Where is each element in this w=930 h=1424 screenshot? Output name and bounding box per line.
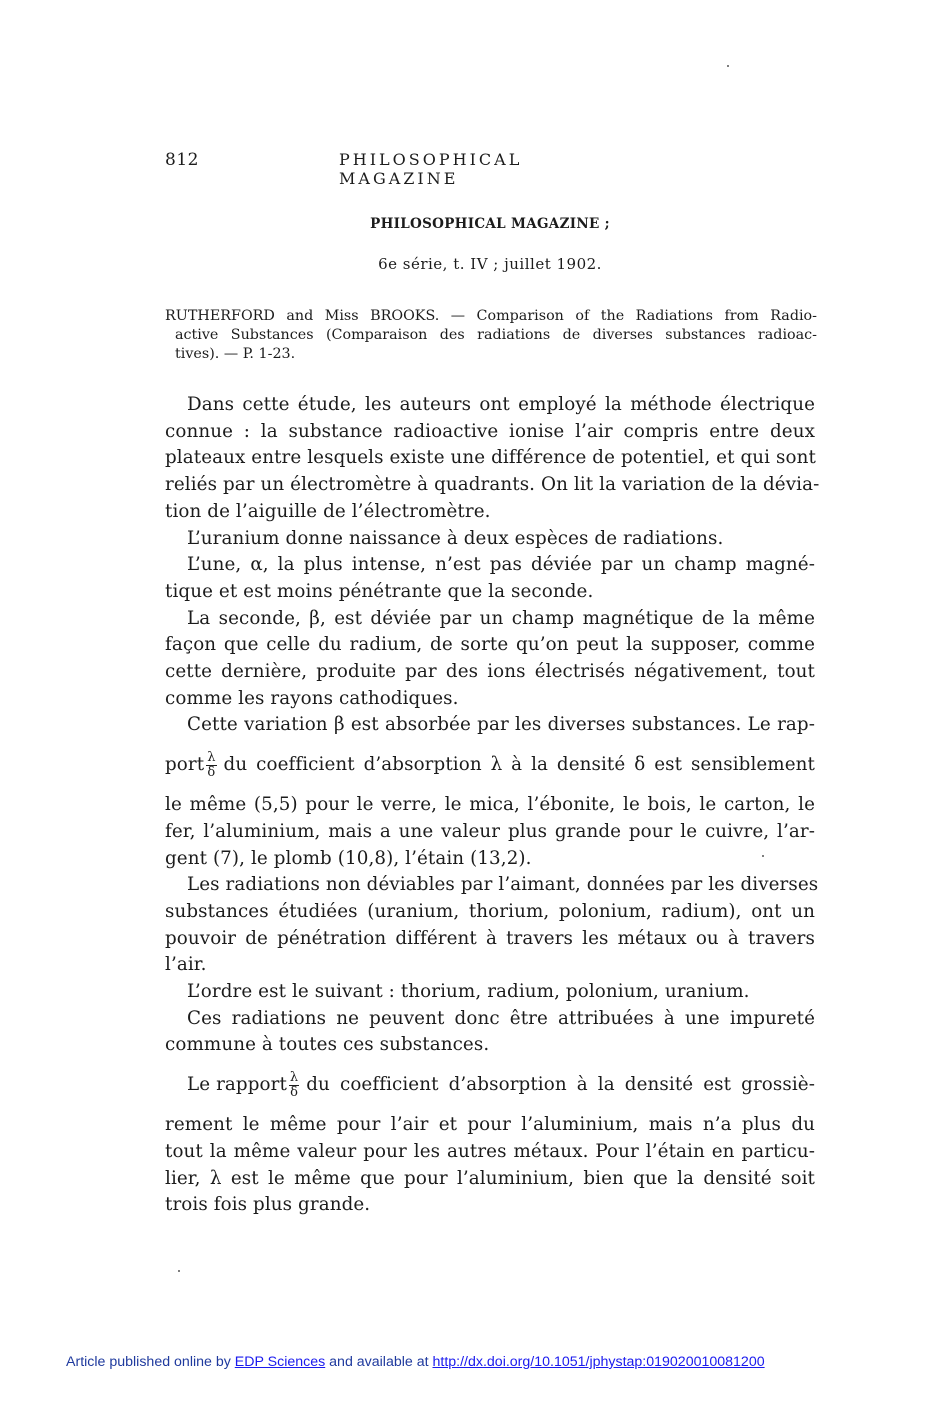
reference-line: RUTHERFORD and Miss BROOKS. — Comparison of the Radiations from Radio- bbox=[165, 308, 817, 324]
text-segment: du coefficient d’absorption à la densité est grossiè- bbox=[306, 1074, 815, 1096]
text-line: gent (7), le plomb (10,8), l’étain (13,2). bbox=[165, 847, 532, 869]
text-line: tique et est moins pénétrante que la seconde. bbox=[165, 580, 594, 602]
text-line: L’une, α, la plus intense, n’est pas déviée par un champ magné- bbox=[187, 554, 815, 576]
journal-title: PHILOSOPHICAL MAGAZINE ; bbox=[370, 216, 610, 232]
text-line: La seconde, β, est déviée par un champ magnétique de la même bbox=[187, 607, 815, 629]
fraction-line bbox=[165, 1059, 815, 1112]
text-line: plateaux entre lesquels existe une différence de potentiel, et qui sont bbox=[165, 447, 816, 469]
text-line: façon que celle du radium, de sorte qu’on peut la supposer, comme bbox=[165, 634, 815, 656]
running-title: PHILOSOPHICAL MAGAZINE bbox=[339, 150, 523, 188]
article-reference bbox=[165, 307, 817, 364]
text-line: connue : la substance radioactive ionise l’air compris entre deux bbox=[165, 420, 815, 442]
text-line: Dans cette étude, les auteurs ont employé la méthode électrique bbox=[187, 394, 815, 415]
fraction-denominator: δ bbox=[290, 1085, 299, 1101]
footer-prefix: Article published online by bbox=[66, 1354, 235, 1370]
text-line: Cette variation β est absorbée par les diverses substances. Le rap- bbox=[187, 714, 815, 736]
text-line: L’ordre est le suivant : thorium, radium, polonium, uranium. bbox=[187, 981, 750, 1003]
text-segment: du coefficient d’absorption λ à la densité δ est sensiblement bbox=[223, 754, 815, 776]
fraction-numerator: λ bbox=[207, 750, 216, 766]
publication-footer bbox=[66, 1354, 765, 1370]
text-line: comme les rayons cathodiques. bbox=[165, 687, 459, 709]
text-line: cette dernière, produite par des ions électrisés négativement, tout bbox=[165, 661, 815, 683]
running-head bbox=[165, 150, 645, 188]
lambda-over-delta-fraction bbox=[289, 1071, 299, 1100]
speck-mark bbox=[727, 65, 729, 67]
text-line: lier, λ est le même que pour l’aluminium, bien que la densité soit bbox=[165, 1167, 815, 1189]
speck-mark bbox=[178, 1270, 180, 1272]
article-body bbox=[165, 392, 820, 1219]
text-line: pouvoir de pénétration différent à travers les métaux ou à travers bbox=[165, 927, 815, 949]
reference-line: tives). — P. 1-23. bbox=[175, 346, 296, 362]
text-segment: port bbox=[165, 754, 205, 776]
text-line: l’air. bbox=[165, 954, 207, 976]
text-line: fer, l’aluminium, mais a une valeur plus grande pour le cuivre, l’ar- bbox=[165, 820, 815, 842]
text-line: tout la même valeur pour les autres métaux. Pour l’étain en particu- bbox=[165, 1140, 815, 1162]
text-line: Ces radiations ne peuvent donc être attribuées à une impureté bbox=[187, 1007, 815, 1029]
text-line: substances étudiées (uranium, thorium, polonium, radium), ont un bbox=[165, 900, 815, 922]
text-line: commune à toutes ces substances. bbox=[165, 1034, 490, 1056]
issue-line: 6e série, t. IV ; juillet 1902. bbox=[378, 255, 602, 273]
fraction-numerator: λ bbox=[289, 1070, 299, 1086]
text-line: le même (5,5) pour le verre, le mica, l’ébonite, le bois, le carton, le bbox=[165, 794, 815, 816]
lambda-over-delta-fraction bbox=[206, 751, 216, 780]
text-line: tion de l’aiguille de l’électromètre. bbox=[165, 500, 491, 522]
text-line: reliés par un électromètre à quadrants. On lit la variation de la dévia- bbox=[165, 474, 820, 496]
fraction-line bbox=[165, 739, 815, 792]
page-number: 812 bbox=[165, 150, 199, 170]
doi-link[interactable]: http://dx.doi.org/10.1051/jphystap:019020010081200 bbox=[432, 1354, 765, 1370]
footer-middle: and available at bbox=[325, 1354, 433, 1370]
text-line: rement le même pour l’air et pour l’aluminium, mais n’a plus du bbox=[165, 1114, 815, 1136]
text-line: trois fois plus grande. bbox=[165, 1194, 371, 1216]
text-segment: Le rapport bbox=[187, 1074, 287, 1096]
text-line: L’uranium donne naissance à deux espèces de radiations. bbox=[187, 527, 724, 549]
publisher-link[interactable]: EDP Sciences bbox=[234, 1354, 326, 1370]
text-line: Les radiations non déviables par l’aimant, données par les diverses bbox=[187, 874, 819, 896]
reference-line: active Substances (Comparaison des radiations de diverses substances radioac- bbox=[175, 327, 817, 343]
fraction-denominator: δ bbox=[207, 765, 216, 781]
